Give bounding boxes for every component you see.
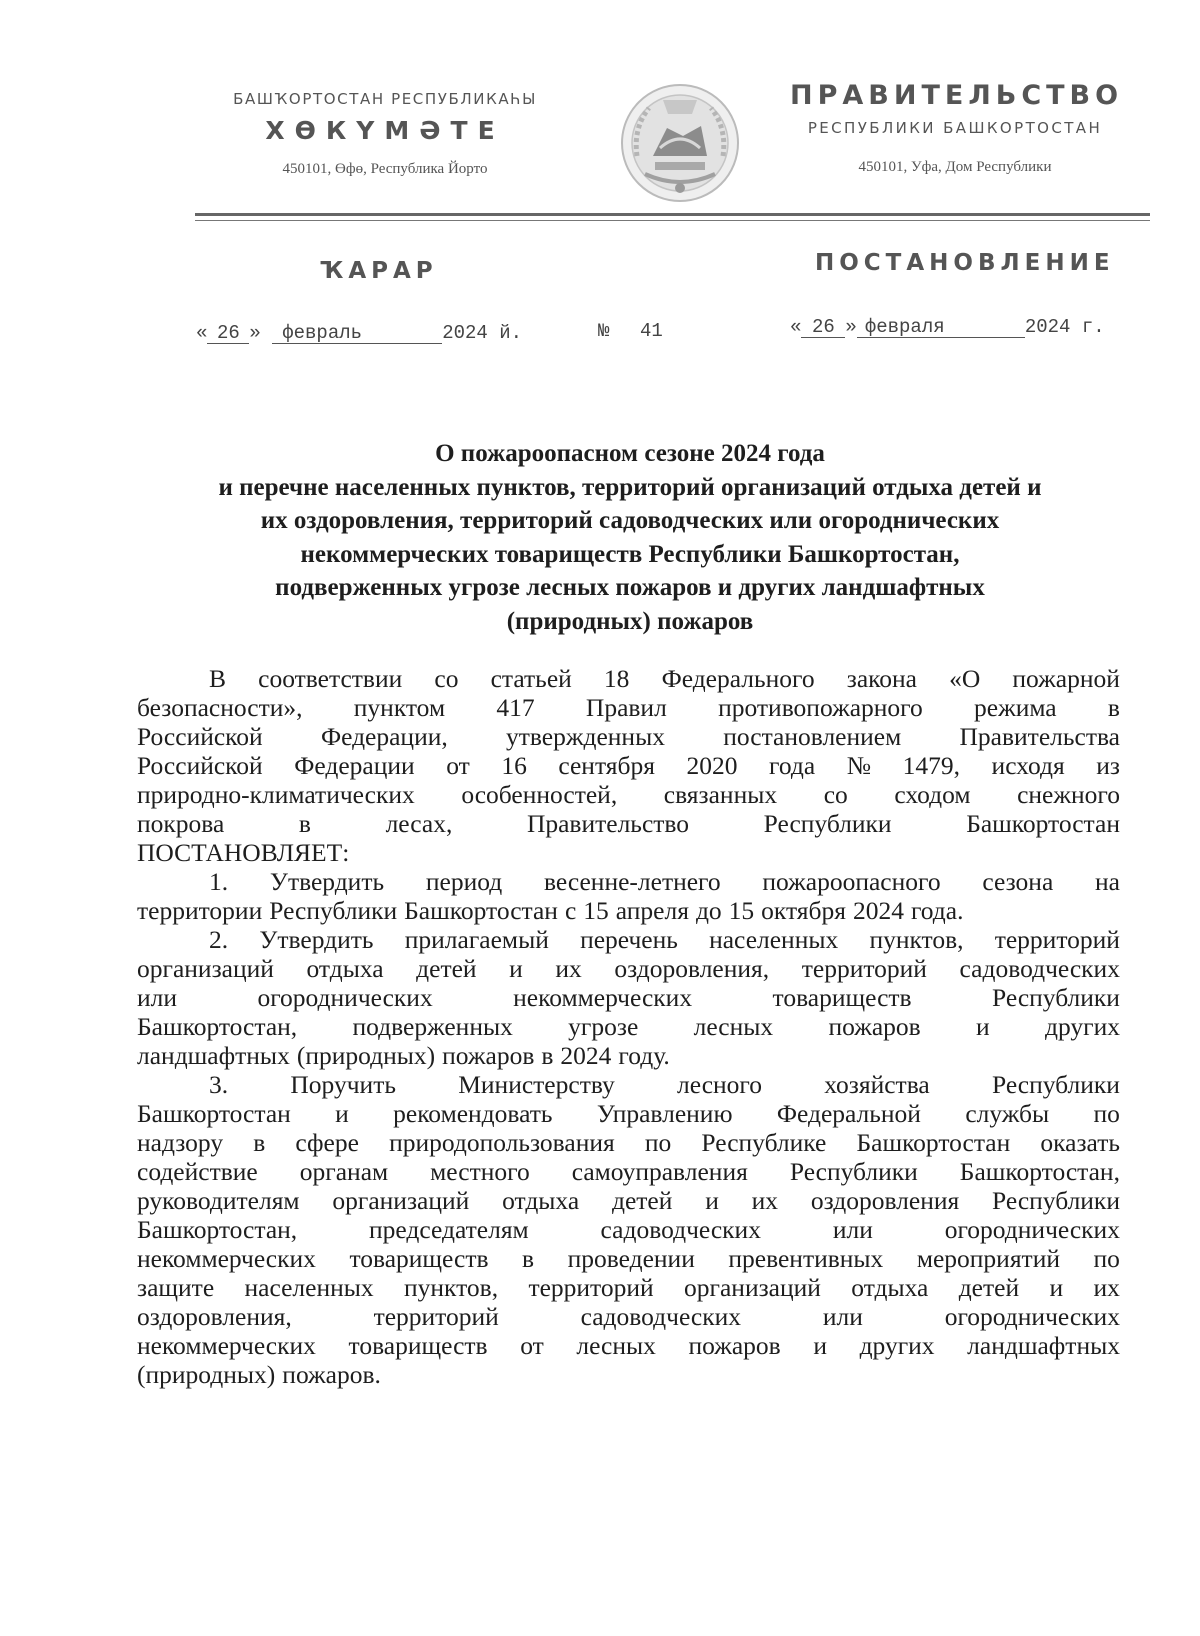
date-right-day: 26 bbox=[801, 317, 845, 338]
body-line: Российской Федерации от 16 сентября 2020 года № 1479, исходя из bbox=[137, 751, 1120, 780]
letterhead-bashkir bbox=[195, 90, 575, 178]
body-line: надзору в сфере природопользования по Республике Башкортостан оказать bbox=[137, 1128, 1120, 1157]
date-left-close-quote: » bbox=[249, 322, 261, 344]
body-line: организаций отдыха детей и их оздоровления, территорий садоводческих bbox=[137, 954, 1120, 983]
coat-of-arms-emblem bbox=[615, 78, 745, 208]
date-left-day: 26 bbox=[207, 323, 249, 344]
date-left-suffix: й. bbox=[499, 322, 523, 344]
letterhead-right-address: 450101, Уфа, Дом Республики bbox=[858, 159, 1052, 175]
body-line: (природных) пожаров. bbox=[137, 1360, 381, 1389]
body-line: некоммерческих товариществ в проведении превентивных мероприятий по bbox=[137, 1244, 1120, 1273]
body-line: некоммерческих товариществ от лесных пожаров и других ландшафтных bbox=[137, 1331, 1120, 1360]
body-line: содействие органам местного самоуправления Республики Башкортостан, bbox=[137, 1157, 1120, 1186]
date-left-open-quote: « bbox=[196, 322, 208, 344]
body-line: руководителям организаций отдыха детей и их оздоровления Республики bbox=[137, 1186, 1120, 1215]
body-line: Башкортостан, председателям садоводческих или огороднических bbox=[137, 1215, 1120, 1244]
letterhead-left-gov: ХӨКҮМӘТЕ bbox=[265, 116, 505, 145]
date-right-month: февраля bbox=[857, 317, 1025, 338]
date-right-suffix: г. bbox=[1081, 316, 1105, 338]
date-left-month: февраль bbox=[272, 323, 442, 344]
document-title bbox=[135, 437, 1125, 638]
body-line: Российской Федерации, утвержденных постановлением Правительства bbox=[137, 722, 1120, 751]
body-line: оздоровления, территорий садоводческих или огороднических bbox=[137, 1302, 1120, 1331]
body-line: или огороднических некоммерческих товариществ Республики bbox=[137, 983, 1120, 1012]
date-line-bashkir bbox=[196, 322, 522, 344]
date-left-year: 2024 bbox=[442, 322, 488, 344]
body-line: ландшафтных (природных) пожаров в 2024 году. bbox=[137, 1041, 670, 1070]
letterhead-rule-thick bbox=[195, 213, 1150, 216]
date-right-close-quote: » bbox=[845, 316, 857, 338]
title-line: и перечне населенных пунктов, территорий организаций отдыха детей и bbox=[218, 473, 1042, 501]
body-line: территории Республики Башкортостан с 15 апреля до 15 октября 2024 года. bbox=[137, 896, 964, 925]
doc-number-value: 41 bbox=[640, 320, 663, 342]
body-line: 2. Утвердить прилагаемый перечень населенных пунктов, территорий bbox=[209, 925, 1120, 954]
letterhead-right-gov: ПРАВИТЕЛЬСТВО bbox=[790, 80, 1124, 111]
body-line: Башкортостан, подверженных угрозе лесных пожаров и других bbox=[137, 1012, 1120, 1041]
body-line: Башкортостан и рекомендовать Управлению Федеральной службы по bbox=[137, 1099, 1120, 1128]
body-line: 3. Поручить Министерству лесного хозяйства Республики bbox=[209, 1070, 1120, 1099]
body-line: безопасности», пунктом 417 Правил противопожарного режима в bbox=[137, 693, 1120, 722]
doc-type-bashkir: ҠАРАР bbox=[320, 258, 438, 284]
title-line: (природных) пожаров bbox=[506, 607, 754, 635]
letterhead-russian bbox=[790, 80, 1124, 176]
date-line-russian bbox=[790, 316, 1105, 338]
letterhead-right-org: РЕСПУБЛИКИ БАШКОРТОСТАН bbox=[807, 119, 1103, 137]
body-line: ПОСТАНОВЛЯЕТ: bbox=[137, 838, 350, 867]
body-line: В соответствии со статьей 18 Федерального закона «О пожарной bbox=[209, 664, 1120, 693]
title-line: О пожароопасном сезоне 2024 года bbox=[435, 440, 825, 467]
body-line: покрова в лесах, Правительство Республики Башкортостан bbox=[137, 809, 1120, 838]
letterhead-left-address: 450101, Өфө, Республика Йорто bbox=[282, 161, 488, 177]
letterhead-left-org: БАШҠОРТОСТАН РЕСПУБЛИКАҺЫ bbox=[233, 90, 537, 108]
document-body bbox=[137, 664, 1120, 1389]
letterhead-rule-thin bbox=[195, 220, 1150, 221]
title-line: подверженных угрозе лесных пожаров и других ландшафтных bbox=[275, 574, 985, 601]
date-right-year: 2024 bbox=[1024, 316, 1071, 338]
body-line: 1. Утвердить период весенне-летнего пожароопасного сезона на bbox=[209, 867, 1120, 896]
body-line: защите населенных пунктов, территорий организаций отдыха детей и их bbox=[137, 1273, 1120, 1302]
doc-type-russian: ПОСТАНОВЛЕНИЕ bbox=[815, 250, 1115, 276]
date-right-open-quote: « bbox=[790, 316, 802, 338]
title-line: их оздоровления, территорий садоводческих или огороднических bbox=[260, 507, 1000, 534]
body-line: природно-климатических особенностей, связанных со сходом снежного bbox=[137, 780, 1120, 809]
doc-number-label: № bbox=[598, 320, 610, 342]
title-line: некоммерческих товариществ Республики Башкортостан, bbox=[300, 540, 960, 568]
